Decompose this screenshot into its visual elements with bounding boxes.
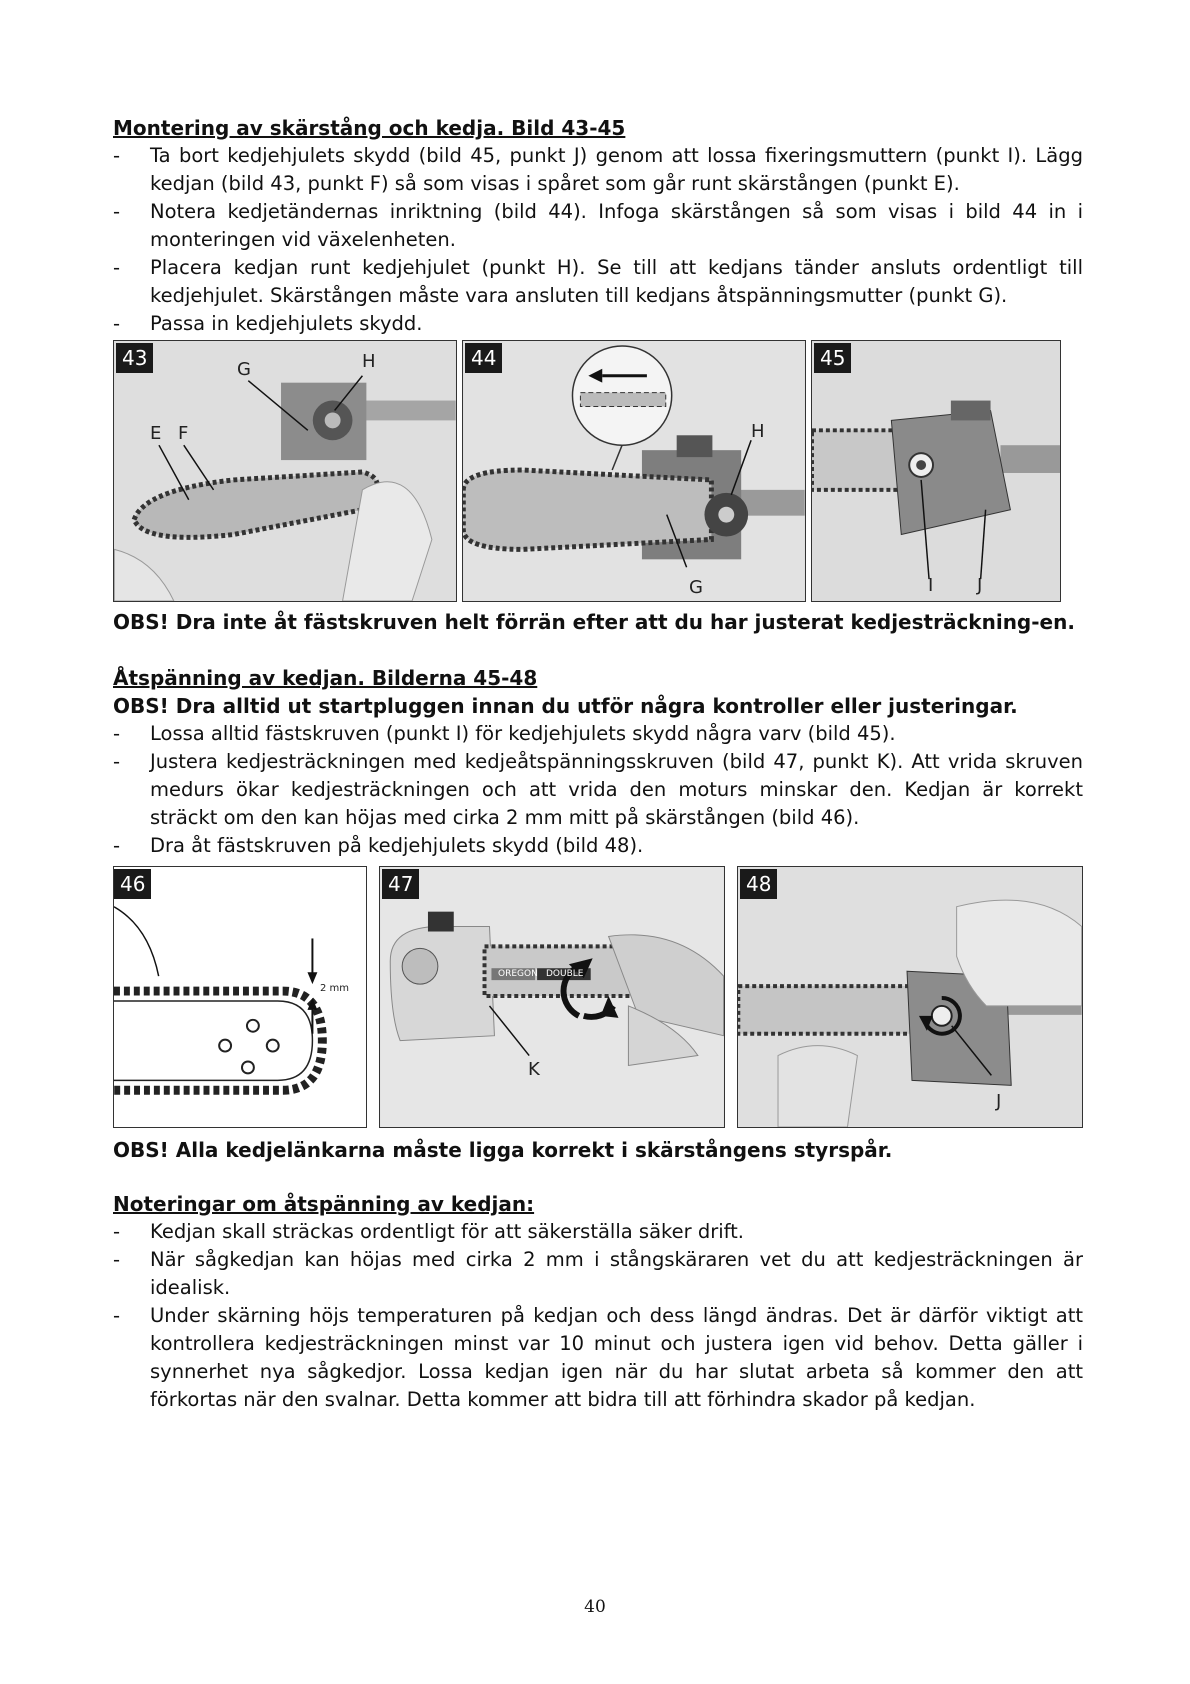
tighten-cover-illustration: [738, 867, 1082, 1127]
figure-44: [462, 340, 806, 602]
list-item: - Placera kedjan runt kedjehjulet (punkt H). Se till att kedjans tänder ansluts ordentligt till kedjehjulet. Skärstången måste vara ansluten till kedjans åtspänningsmutter (punkt G).: [113, 254, 1083, 310]
label-j: J: [977, 575, 983, 596]
label-i: I: [928, 575, 934, 596]
label-h: H: [362, 351, 376, 372]
figure-47: [379, 866, 725, 1128]
figure-number: 45: [814, 343, 851, 373]
list-item: - Kedjan skall sträckas ordentligt för att säkerställa säker drift.: [113, 1218, 1083, 1246]
page-number: 40: [584, 1597, 606, 1617]
figure-number: 47: [382, 869, 419, 899]
list-item: - Ta bort kedjehjulets skydd (bild 45, punkt J) genom att lossa fixeringsmuttern (punkt I). Lägg kedjan (bild 43, punkt F) så som visas i spåret som går runt skärstången (punkt E).: [113, 142, 1083, 198]
sprocket-cover-illustration: [812, 341, 1060, 601]
list-item: - Dra åt fästskruven på kedjehjulets skydd (bild 48).: [113, 832, 1083, 860]
section-heading-notes: Noteringar om åtspänning av kedjan:: [113, 1192, 535, 1216]
label-h: H: [751, 421, 765, 442]
warning-tighten: OBS! Dra inte åt fästskruven helt förrän efter att du har justerat kedjesträckning-en.: [113, 610, 1075, 634]
warning-chain-links: OBS! Alla kedjelänkarna måste ligga korrekt i skärstångens styrspår.: [113, 1138, 893, 1162]
label-k: K: [528, 1059, 540, 1080]
label-2mm: 2 mm: [320, 983, 350, 994]
figure-45: [811, 340, 1061, 602]
figure-row-43-45: [113, 340, 1083, 602]
brand-label-2: DOUBLE: [546, 969, 584, 979]
figure-number: 43: [116, 343, 153, 373]
figure-number: 46: [114, 869, 151, 899]
chainsaw-bar-illustration: [114, 341, 456, 601]
section-heading-mounting: Montering av skärstång och kedja. Bild 43-45: [113, 116, 626, 140]
tensioning-steps: [113, 720, 1083, 860]
figure-46: [113, 866, 367, 1128]
page-content: [113, 114, 1083, 1414]
bar-mounting-illustration: [463, 341, 805, 601]
tension-screw-illustration: [380, 867, 724, 1127]
list-item: - Notera kedjetändernas inriktning (bild 44). Infoga skärstången så som visas i bild 44 in i monteringen vid växelenheten.: [113, 198, 1083, 254]
figure-number: 44: [465, 343, 502, 373]
tension-notes: [113, 1218, 1083, 1414]
label-j: J: [996, 1091, 1002, 1112]
list-item: - Under skärning höjs temperaturen på kedjan och dess längd ändras. Det är därför viktigt att kontrollera kedjesträckningen minst var 10 minut och justera igen vid behov. Detta gäller i synnerhet nya sågkedjor. Lossa kedjan igen när du har slutat arbeta så kommer den att förkortas när den svalnar. Detta kommer att bidra till att förhindra skador på kedjan.: [113, 1302, 1083, 1414]
mounting-steps: [113, 142, 1083, 338]
list-item: - När sågkedjan kan höjas med cirka 2 mm i stångskäraren vet du att kedjesträckningen är idealisk.: [113, 1246, 1083, 1302]
figure-number: 48: [740, 869, 777, 899]
label-g: G: [237, 359, 251, 380]
brand-label: OREGON: [498, 969, 538, 979]
label-g: G: [689, 577, 703, 598]
warning-spark-plug: OBS! Dra alltid ut startpluggen innan du utför några kontroller eller justeringar.: [113, 694, 1018, 718]
list-item: - Lossa alltid fästskruven (punkt I) för kedjehjulets skydd några varv (bild 45).: [113, 720, 1083, 748]
figure-48: [737, 866, 1083, 1128]
list-item: - Justera kedjesträckningen med kedjeåtspänningsskruven (bild 47, punkt K). Att vrida skruven medurs ökar kedjesträckningen och att vrida den moturs minskar den. Kedjan är korrekt sträckt om den kan höjas med cirka 2 mm mitt på skärstången (bild 46).: [113, 748, 1083, 832]
label-f: F: [178, 423, 189, 444]
figure-row-46-48: [113, 866, 1083, 1128]
figure-43: [113, 340, 457, 602]
label-e: E: [150, 423, 162, 444]
section-heading-tensioning: Åtspänning av kedjan. Bilderna 45-48: [113, 666, 538, 690]
chain-tension-diagram: [114, 867, 366, 1127]
list-item: - Passa in kedjehjulets skydd.: [113, 310, 1083, 338]
